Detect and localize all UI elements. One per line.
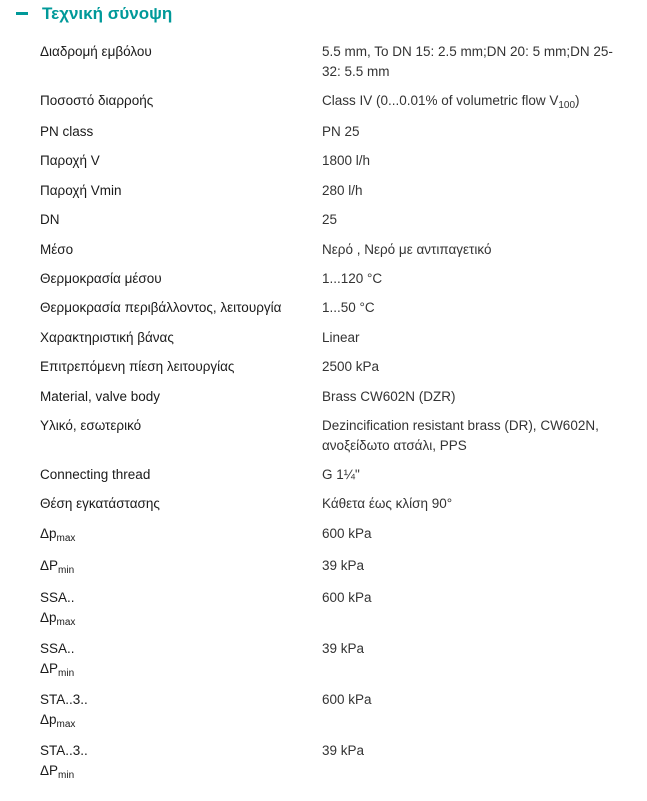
spec-value: Brass CW602N (DZR) xyxy=(322,389,456,404)
spec-label: PN class xyxy=(40,124,94,139)
spec-value: Κάθετα έως κλίση 90° xyxy=(322,496,453,511)
spec-label: SSA.. $\Delta P_{min}$ xyxy=(40,641,75,679)
minus-icon[interactable] xyxy=(16,12,28,15)
spec-value: 2500 kPa xyxy=(322,359,380,374)
spec-value: PN 25 xyxy=(322,124,360,139)
spec-label: Material, valve body xyxy=(40,389,161,404)
spec-value: G 1¼" xyxy=(322,467,360,482)
spec-value: 280 l/h xyxy=(322,183,363,198)
spec-label: Υλικό, εσωτερικό xyxy=(40,418,142,433)
spec-label: Επιτρεπόμενη πίεση λειτουργίας xyxy=(40,359,235,374)
spec-label: $\Delta p_{max}$ xyxy=(40,526,76,544)
spec-label: STA..3.. $\Delta P_{min}$ xyxy=(40,743,88,781)
spec-label: Μέσο xyxy=(40,242,74,257)
spec-value: 600 kPa xyxy=(322,526,372,541)
spec-value: 39 kPa xyxy=(322,641,365,656)
section-title[interactable]: Τεχνική σύνοψη xyxy=(42,4,173,23)
spec-value: 39 kPa xyxy=(322,743,365,758)
spec-value: 1800 l/h xyxy=(322,153,371,168)
spec-label: Παροχή Vmin xyxy=(40,183,122,198)
spec-value: 1...50 °C xyxy=(322,300,375,315)
spec-value: 25 xyxy=(322,212,338,227)
spec-label: $\Delta P_{min}$ xyxy=(40,558,75,576)
spec-label: Θέση εγκατάστασης xyxy=(40,496,160,511)
spec-label: Χαρακτηριστική βάνας xyxy=(40,330,174,345)
section-header[interactable] xyxy=(0,0,647,30)
spec-label: Θερμοκρασία περιβάλλοντος, λειτουργία xyxy=(40,300,282,315)
spec-value: Linear xyxy=(322,330,360,345)
spec-label: Διαδρομή εμβόλου xyxy=(40,44,152,59)
spec-value: 600 kPa xyxy=(322,692,372,707)
spec-value: Dezincification resistant brass (DR), CW602N, ανοξείδωτο ατσάλι, PPS xyxy=(322,418,599,453)
spec-value: 600 kPa xyxy=(322,590,372,605)
spec-value: 39 kPa xyxy=(322,558,365,573)
spec-label: STA..3.. $\Delta p_{max}$ xyxy=(40,692,88,730)
spec-label: DN xyxy=(40,212,60,227)
spec-label: Θερμοκρασία μέσου xyxy=(40,271,162,286)
spec-label: Ποσοστό διαρροής xyxy=(40,93,154,108)
spec-value: Class IV (0...0.01% of volumetric flow $V_{100}$) xyxy=(322,93,580,111)
spec-value: Νερό , Νερό με αντιπαγετικό xyxy=(322,242,492,257)
spec-label: Connecting thread xyxy=(40,467,151,482)
spec-label: SSA.. $\Delta p_{max}$ xyxy=(40,590,76,628)
spec-value: 5.5 mm, To DN 15: 2.5 mm;DN 20: 5 mm;DN 25- 32: 5.5 mm xyxy=(322,44,613,79)
spec-value: 1...120 °C xyxy=(322,271,383,286)
spec-label: Παροχή V xyxy=(40,153,100,168)
